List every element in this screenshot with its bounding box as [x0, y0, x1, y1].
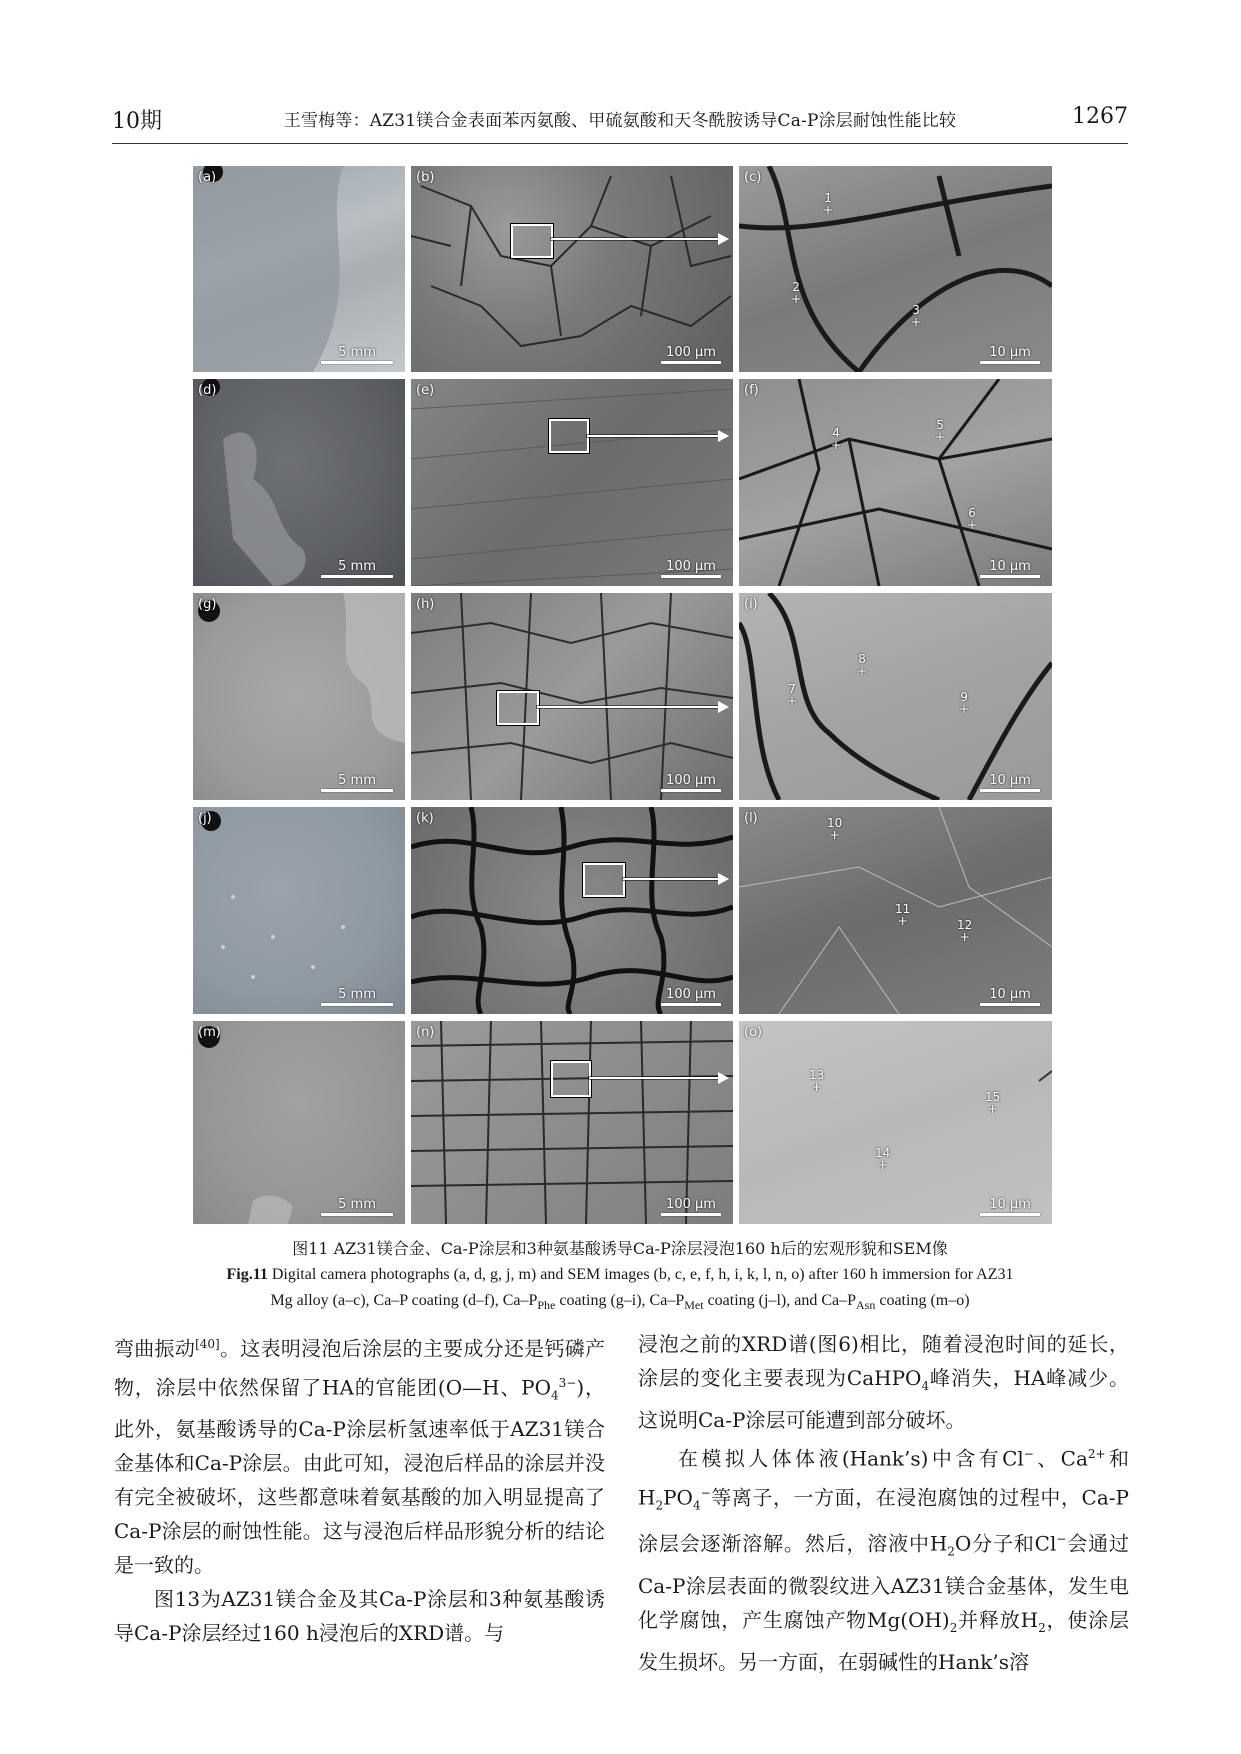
panel-label: (i): [744, 597, 758, 612]
analysis-point: 12 +: [957, 918, 973, 944]
scale-bar: 100 μm: [661, 773, 721, 792]
analysis-point: 14 +: [875, 1146, 891, 1172]
panel-label: (j): [198, 811, 212, 826]
analysis-point: 7 +: [787, 682, 798, 708]
scale-bar: 10 μm: [980, 345, 1040, 364]
panel-b-sem: [411, 166, 733, 372]
panel-label: (l): [744, 811, 758, 826]
analysis-point: 1 +: [823, 191, 834, 217]
panel-label: (f): [744, 383, 759, 398]
zoom-region-box: [583, 863, 625, 897]
header-rule: [112, 143, 1128, 144]
panel-label: (c): [744, 170, 762, 185]
panel-label: (o): [744, 1025, 763, 1040]
zoom-arrow: [537, 706, 719, 708]
zoom-arrow: [551, 238, 719, 240]
paragraph: 图13为AZ31镁合金及其Ca-P涂层和3种氨基酸诱导Ca-P涂层经过160 h浸泡后的XRD谱。与: [114, 1587, 605, 1646]
panel-f-sem: [739, 379, 1052, 586]
body-column-right: [638, 1327, 1129, 1679]
paragraph: 浸泡之前的XRD谱(图6)相比，随着浸泡时间的延长，涂层的变化主要表现为CaHPO$_4$峰消失，HA峰减少。这说明Ca-P涂层可能遭到部分破坏。: [638, 1332, 1129, 1432]
scale-bar: 100 μm: [661, 345, 721, 364]
zoom-arrow: [623, 878, 719, 880]
panel-d-photo: [193, 379, 405, 586]
panel-label: (b): [416, 170, 435, 185]
body-column-left: [114, 1327, 605, 1650]
panel-label: (d): [198, 383, 217, 398]
scale-bar: 10 μm: [980, 987, 1040, 1006]
running-title: 王雪梅等：AZ31镁合金表面苯丙氨酸、甲硫氨酸和天冬酰胺诱导Ca-P涂层耐蚀性能比较: [283, 111, 957, 131]
scale-bar: 100 μm: [661, 1197, 721, 1216]
panel-h-sem: [411, 593, 733, 800]
scale-bar: 5 mm: [321, 1197, 393, 1216]
zoom-region-box: [551, 1061, 591, 1097]
panel-l-sem: [739, 807, 1052, 1014]
scale-bar: 5 mm: [321, 559, 393, 578]
paragraph: 在模拟人体体液(Hank’s)中含有Cl−、$Ca^{2+}$和$H_2PO_4^-$等离子，一方面，在浸泡腐蚀的过程中，Ca-P涂层会逐渐溶解。然后，溶液中$H_2O$分子和Cl−会通过Ca-P涂层表面的微裂纹进入AZ31镁合金基体，发生电化学腐蚀，产生腐蚀产物$Mg(OH)_2$并释放$H_2$，使涂层发生损坏。另一方面，在弱碱性的Hank’s溶: [638, 1446, 1130, 1674]
analysis-point: 15 +: [985, 1090, 1001, 1116]
panel-label: (k): [416, 811, 434, 826]
panel-label: (n): [416, 1025, 435, 1040]
figure-label: Fig.11: [226, 1266, 268, 1283]
analysis-point: 3 +: [911, 303, 922, 329]
citation: [40]: [195, 1337, 220, 1351]
scale-bar: 100 μm: [661, 987, 721, 1006]
zoom-region-box: [497, 691, 539, 725]
panel-i-sem: [739, 593, 1052, 800]
panel-c-sem: [739, 166, 1052, 372]
scale-bar: 10 μm: [980, 559, 1040, 578]
scale-bar: 5 mm: [321, 773, 393, 792]
scale-bar: 100 μm: [661, 559, 721, 578]
analysis-point: 6 +: [967, 506, 978, 532]
running-header: [112, 104, 1128, 144]
page-number: 1267: [1072, 104, 1128, 129]
figure-caption-en: Fig.11 Digital camera photographs (a, d, g, j, m) and SEM images (b, c, e, f, h, i, k, l, n, o) after 160 h immersion for AZ31 Mg alloy (a–c), Ca–P coating (d–f), $Ca-P_{Phe}$ coating (g–i), $Ca-P_{Met}$ coating (j–l), and $Ca-P_{Asn}$ coating (m–o): [226, 1266, 1014, 1313]
panel-m-photo: [193, 1021, 405, 1224]
scale-bar: 10 μm: [980, 773, 1040, 792]
analysis-point: 2 +: [791, 280, 802, 306]
panel-a-photo: [193, 166, 405, 372]
analysis-point: 13 +: [809, 1068, 825, 1094]
panel-k-sem: [411, 807, 733, 1014]
zoom-arrow: [589, 1077, 719, 1079]
zoom-arrow: [587, 435, 719, 437]
analysis-point: 11 +: [895, 902, 911, 928]
paragraph: 弯曲振动[40]。这表明浸泡后涂层的主要成分还是钙磷产物，涂层中依然保留了HA的官能团(O—H、$PO_4^{3-}$)，此外，氨基酸诱导的Ca-P涂层析氢速率低于AZ31镁合金基体和Ca-P涂层。由此可知，浸泡后样品的涂层并没有完全被破坏，这些都意味着氨基酸的加入明显提高了Ca-P涂层的耐蚀性能。这与浸泡后样品形貌分析的结论是一致的。: [114, 1336, 606, 1578]
analysis-point: 10 +: [827, 816, 843, 842]
panel-o-sem: [739, 1021, 1052, 1224]
figure-11: [193, 166, 1052, 1224]
panel-label: (e): [416, 383, 435, 398]
analysis-point: 4 +: [831, 426, 842, 452]
panel-label: (g): [198, 597, 217, 612]
issue-number: 10期: [112, 109, 162, 134]
analysis-point: 5 +: [935, 418, 946, 444]
figure-caption-cn: 图11 AZ31镁合金、Ca-P涂层和3种氨基酸诱导Ca-P涂层浸泡160 h后的宏观形貌和SEM像: [292, 1239, 948, 1258]
panel-label: (m): [198, 1025, 221, 1040]
scale-bar: 5 mm: [321, 987, 393, 1006]
panel-e-sem: [411, 379, 733, 586]
zoom-region-box: [511, 224, 553, 258]
zoom-region-box: [549, 419, 589, 453]
scale-bar: 10 μm: [980, 1197, 1040, 1216]
scale-bar: 5 mm: [321, 345, 393, 364]
analysis-point: 9 +: [959, 690, 970, 716]
analysis-point: 8 +: [857, 652, 868, 678]
panel-g-photo: [193, 593, 405, 800]
panel-label: (h): [416, 597, 435, 612]
panel-label: (a): [198, 170, 217, 185]
panel-n-sem: [411, 1021, 733, 1224]
panel-j-photo: [193, 807, 405, 1014]
